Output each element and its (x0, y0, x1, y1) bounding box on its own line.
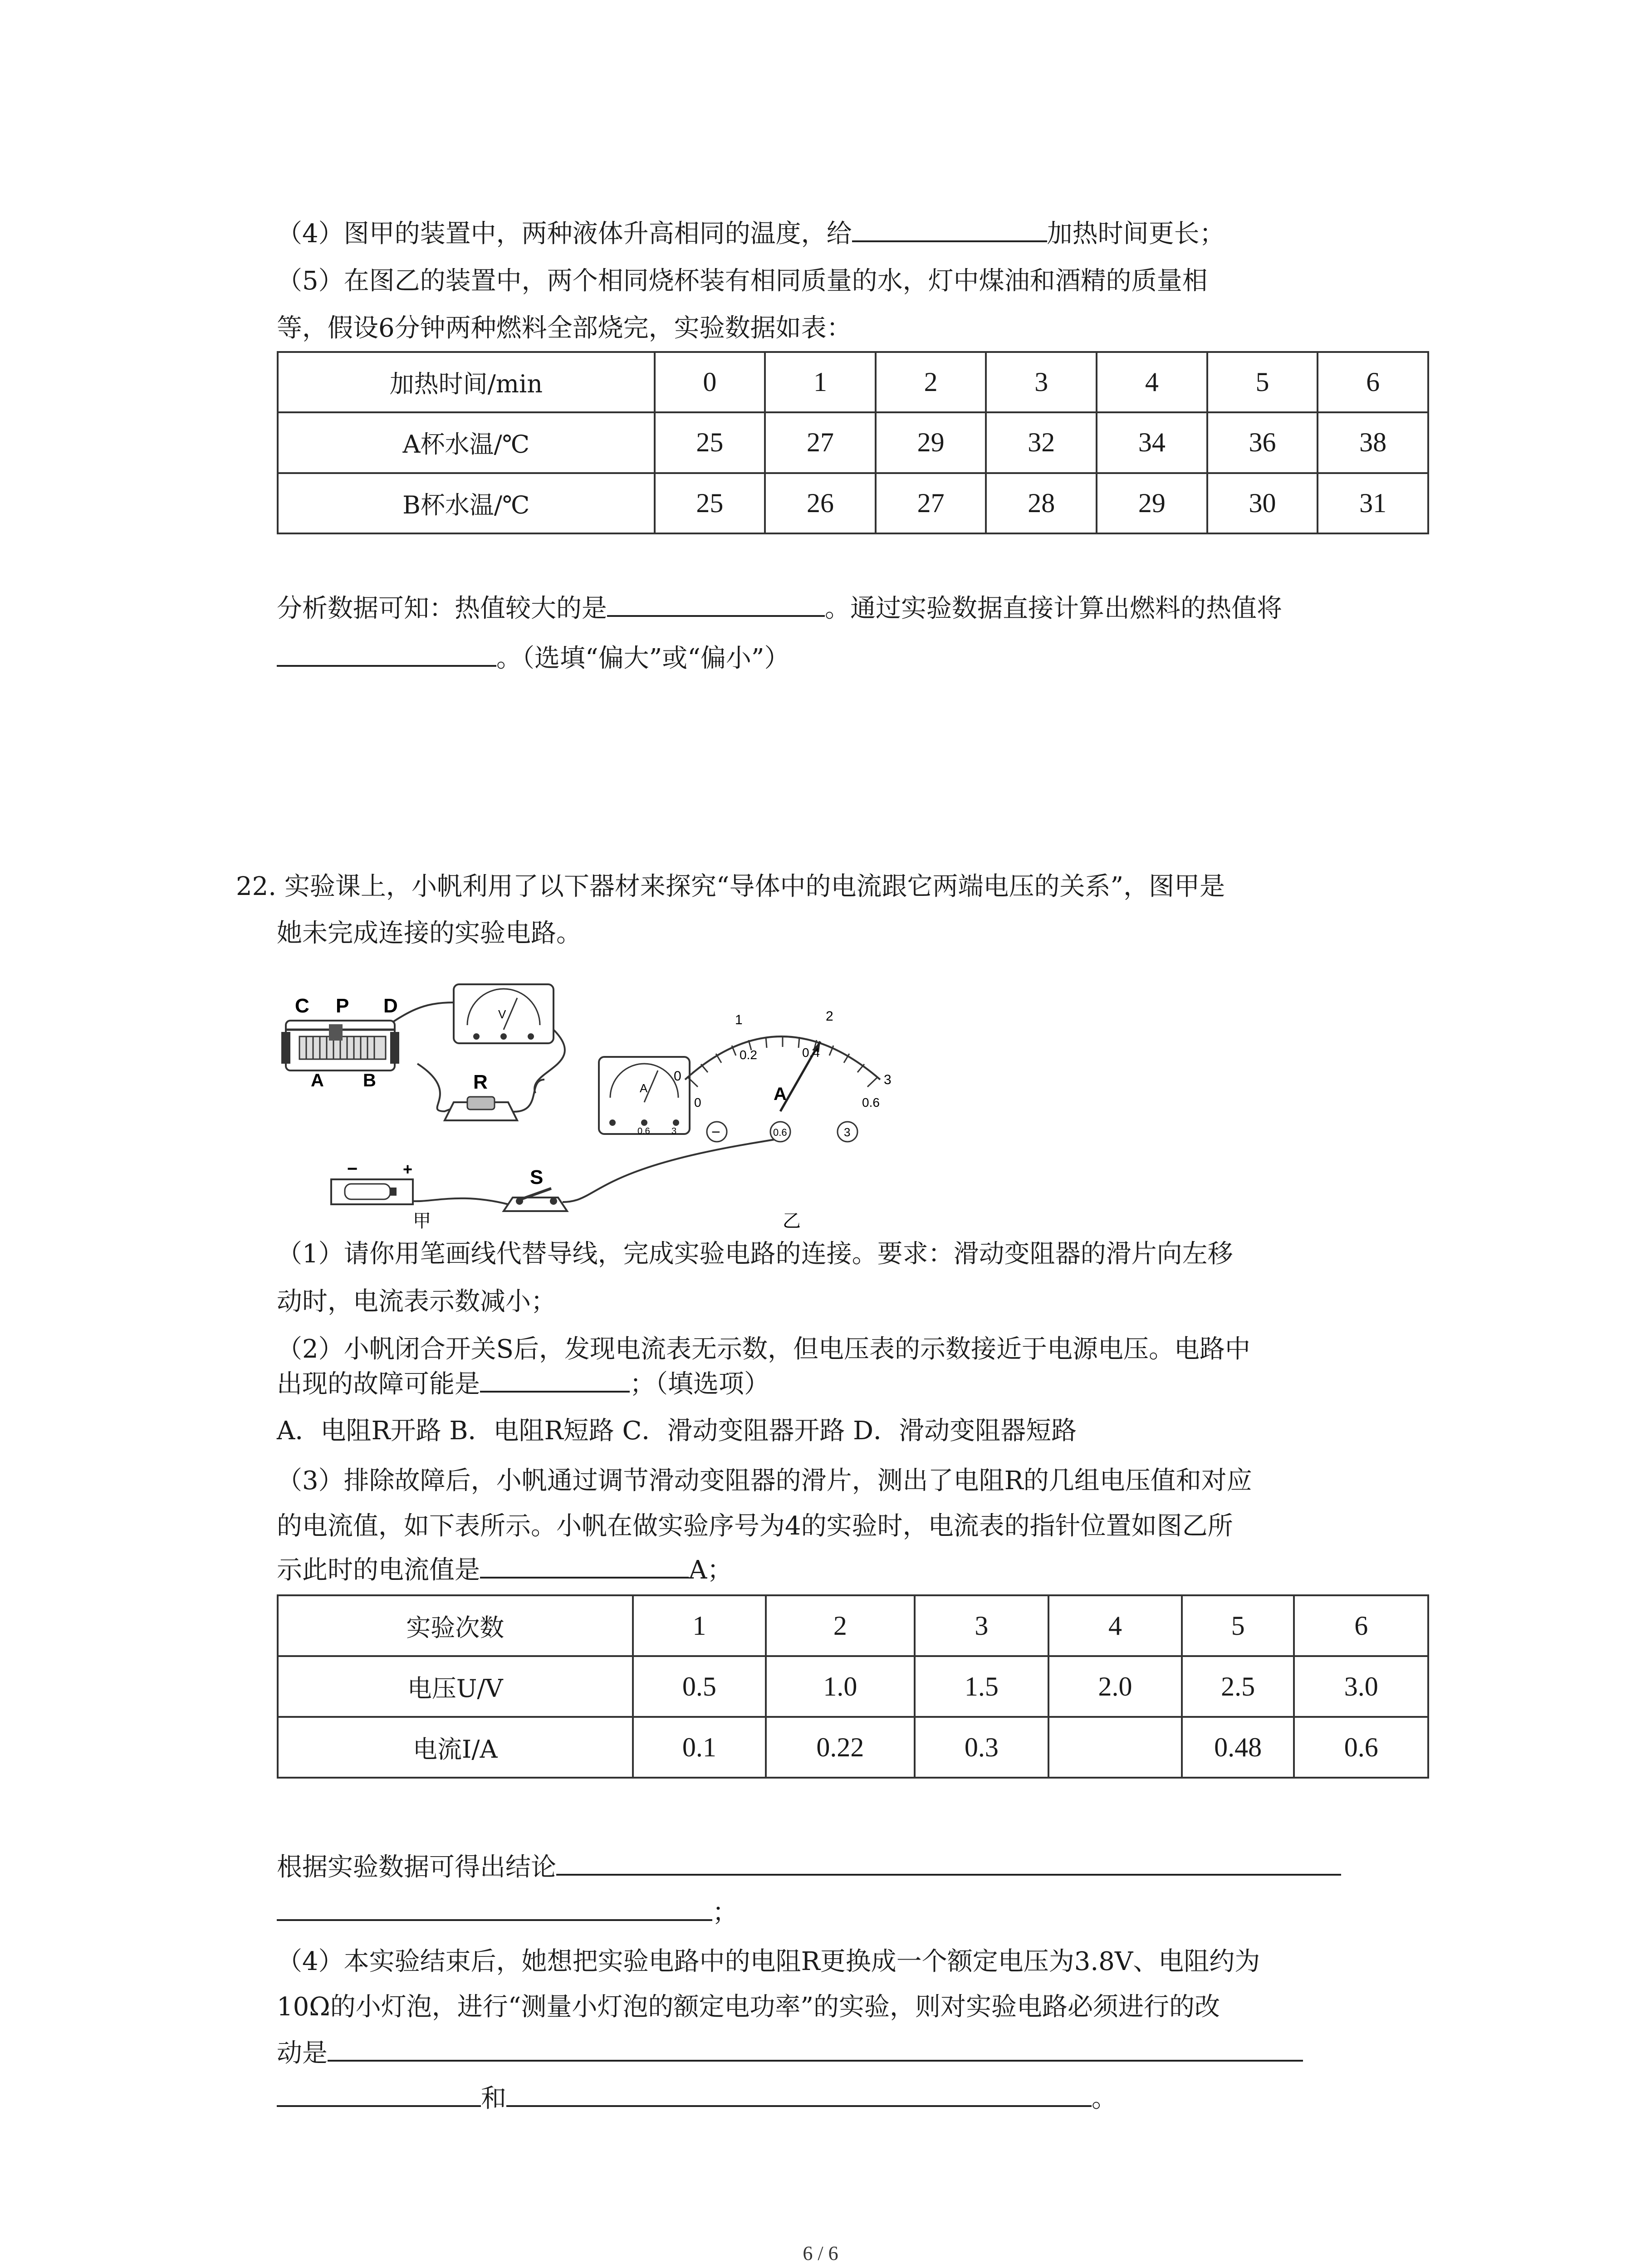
battery-plus-label: + (403, 1160, 413, 1178)
fuel-data-table (277, 351, 1429, 534)
ammeter-terminal-label: 0.6 (637, 1126, 650, 1136)
answer-blank[interactable] (328, 2034, 1303, 2062)
scale-top-label: 3 (884, 1072, 892, 1087)
answer-blank[interactable] (607, 590, 825, 617)
terminal-a-label: A (311, 1070, 324, 1090)
q22-part1-line1: （1）请你用笔画线代替导线，完成实验电路的连接。要求：滑动变阻器的滑片向左移 (277, 1239, 1233, 1269)
terminal-b-label: B (363, 1070, 376, 1090)
ammeter-terminal-label: 3 (671, 1126, 677, 1136)
dial-unit-label: A (774, 1084, 787, 1104)
empty-answer-cell[interactable]: 0.3 (915, 1717, 1049, 1778)
q21-part4: （4）图甲的装置中，两种液体升高相同的温度，给 加热时间更长； (277, 215, 1225, 252)
ammeter-dial-figure-yi (644, 975, 926, 1229)
q21-part5-line2: 等，假设6分钟两种燃料全部烧完，实验数据如表： (277, 313, 852, 343)
scale-bottom-label: 0.2 (740, 1048, 757, 1062)
answer-blank[interactable] (480, 1551, 689, 1579)
resistor (445, 1097, 517, 1120)
q22-part4-line2: 10Ω的小灯泡，进行“测量小灯泡的额定电功率”的实验，则对实验电路必须进行的改 (277, 1992, 1220, 2022)
table-row: B杯水温/℃ 25 26 27 28 29 30 31 (278, 473, 1428, 533)
q22-part2-line2: 出现的故障可能是 ；（填选项） (277, 1365, 769, 1403)
table-row: 电流I/A 0.1 0.22 0.3 0.48 0.6 (278, 1717, 1428, 1778)
dial-ticks (687, 1036, 878, 1087)
terminal-label: − (711, 1124, 720, 1141)
rheostat (281, 1021, 399, 1070)
scale-bottom-label: 0.6 (862, 1095, 880, 1110)
scale-top-label: 0 (674, 1069, 681, 1084)
experiment-data-table (277, 1594, 1429, 1779)
q22-conclusion-line1: 根据实验数据可得出结论 (277, 1848, 1341, 1886)
switch-label: S (530, 1166, 544, 1188)
answer-blank[interactable] (852, 215, 1047, 242)
q21-analysis-line1: 分析数据可知：热值较大的是 。通过实验数据直接计算出燃料的热值将 (277, 590, 1282, 627)
q22-part1-line2: 动时，电流表示数减小； (277, 1287, 556, 1316)
answer-blank[interactable] (277, 640, 496, 667)
wire (508, 1080, 544, 1112)
table-header-row: 实验次数 1 2 3 4 5 6 (278, 1595, 1428, 1656)
scale-bottom-label: 0.4 (802, 1046, 820, 1060)
q22-part3-line3: 示此时的电流值是 A； (277, 1551, 732, 1589)
switch (504, 1188, 567, 1211)
table-header-row: 加热时间/min 0 1 2 3 4 5 6 (278, 352, 1428, 412)
battery-minus-label: − (347, 1159, 358, 1179)
voltmeter-label: V (498, 1007, 506, 1021)
q22-intro-line2: 她未完成连接的实验电路。 (277, 919, 582, 948)
answer-blank[interactable] (506, 2080, 1092, 2107)
terminal-label: 0.6 (773, 1127, 787, 1138)
q22-conclusion-line2: ； (277, 1894, 738, 1931)
terminal-p-label: P (336, 995, 349, 1017)
answer-blank[interactable] (480, 1365, 630, 1393)
q22-options: A．电阻R开路 B．电阻R短路 C．滑动变阻器开路 D．滑动变阻器短路 (277, 1416, 1077, 1446)
answer-blank[interactable] (277, 2080, 481, 2107)
q22-part2-line1: （2）小帆闭合开关S后，发现电流表无示数，但电压表的示数接近于电源电压。电路中 (277, 1334, 1250, 1364)
scale-top-label: 1 (735, 1012, 743, 1027)
scale-bottom-label: 0 (694, 1095, 701, 1110)
q22-part3-line2: 的电流值，如下表所示。小帆在做实验序号为4的实验时，电流表的指针位置如图乙所 (277, 1511, 1233, 1541)
q22-part4-line1: （4）本实验结束后，她想把实验电路中的电阻R更换成一个额定电压为3.8V、电阻约为 (277, 1947, 1260, 1976)
terminal-d-label: D (383, 995, 398, 1017)
answer-blank[interactable] (556, 1848, 1341, 1876)
resistor-label: R (473, 1071, 488, 1093)
q21-analysis-line2: 。（选填“偏大”或“偏小”） (277, 640, 790, 677)
ammeter-label: A (640, 1081, 648, 1095)
q21-part5-line1: （5）在图乙的装置中，两个相同烧杯装有相同质量的水，灯中煤油和酒精的质量相 (277, 266, 1208, 296)
table-row: 电压U/V 0.5 1.0 1.5 2.0 2.5 3.0 (278, 1656, 1428, 1717)
q22-part4-line3: 动是 (277, 2034, 1303, 2072)
table-row: A杯水温/℃ 25 27 29 32 34 36 38 (278, 412, 1428, 473)
q22-part4-line4: 和 。 (277, 2080, 1117, 2117)
terminal-c-label: C (295, 995, 309, 1017)
terminal-label: 3 (844, 1125, 851, 1139)
battery (331, 1179, 413, 1204)
scale-top-label: 2 (826, 1009, 833, 1024)
figure-yi-label: 乙 (783, 1211, 801, 1229)
page-number: 6 / 6 (803, 2242, 838, 2264)
answer-blank[interactable] (277, 1894, 712, 1921)
q22-part3-line1: （3）排除故障后，小帆通过调节滑动变阻器的滑片，测出了电阻R的几组电压值和对应 (277, 1466, 1252, 1496)
figure-jia-label: 甲 (413, 1211, 431, 1229)
q22-intro-line1: 22. 实验课上，小帆利用了以下器材来探究“导体中的电流跟它两端电压的关系”，图甲是 (236, 872, 1225, 901)
